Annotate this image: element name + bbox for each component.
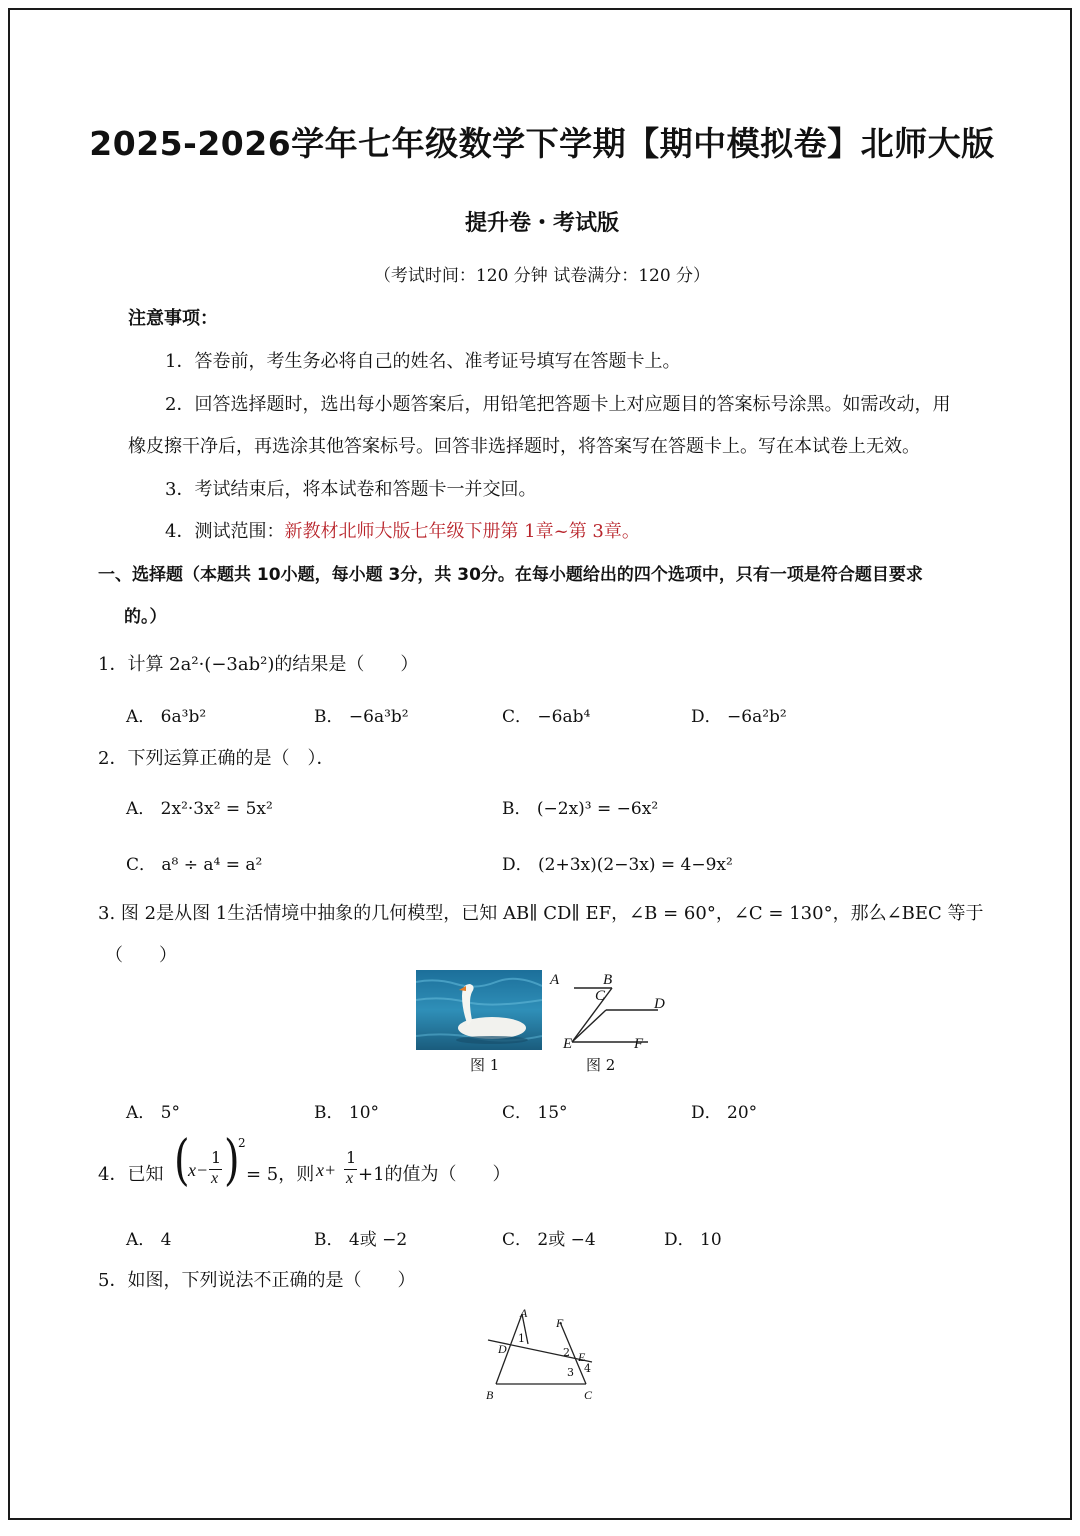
q3-option-b[interactable]: B． 10° xyxy=(314,1103,380,1123)
q5-point-a: A xyxy=(520,1306,528,1320)
q4-right-paren: ) xyxy=(224,1129,240,1193)
section-heading: 一、选择题（本题共 10小题，每小题 3分，共 30分。在每小题给出的四个选项中，只有一项是符合题目要求 xyxy=(98,565,923,585)
q4-expr-tail: +1的值为（ ） xyxy=(358,1164,511,1185)
q4-prefix: 4．已知 xyxy=(98,1164,164,1185)
page-subtitle: 提升卷・考试版 xyxy=(464,211,619,236)
q5-point-f: F xyxy=(556,1316,564,1330)
q5-angle-4: 4 xyxy=(584,1362,591,1375)
q4-frac-num-1: 1 xyxy=(211,1148,222,1167)
q5-point-d: D xyxy=(498,1342,507,1356)
question-2-stem: 2．下列运算正确的是（ ）． xyxy=(98,748,335,769)
q3-option-c[interactable]: C． 15° xyxy=(502,1103,568,1123)
question-3-stem-cont: （ ） xyxy=(105,945,177,966)
figure-2-label: 图 2 xyxy=(586,1056,616,1074)
q1-option-c[interactable]: C． −6ab⁴ xyxy=(502,707,591,727)
q4-expr-2: x+ xyxy=(316,1160,337,1180)
q1-option-b[interactable]: B． −6a³b² xyxy=(314,707,409,727)
scope-label: 4．测试范围： xyxy=(165,521,285,542)
point-b-label: B xyxy=(603,972,613,988)
q4-frac-den-1: x xyxy=(211,1170,219,1187)
q4-frac-den-2: x xyxy=(346,1170,354,1187)
q2-option-b[interactable]: B． (−2x)³ = −6x² xyxy=(502,799,659,819)
figure-1-label: 图 1 xyxy=(470,1056,500,1074)
page-title: 2025-2026学年七年级数学下学期【期中模拟卷】北师大版 xyxy=(89,124,995,163)
q5-point-e: E xyxy=(578,1350,586,1364)
note-item-4 xyxy=(165,517,640,543)
q4-equation: = 5，则 xyxy=(246,1164,315,1185)
q1-option-a[interactable]: A． 6a³b² xyxy=(126,707,207,727)
point-e-label: E xyxy=(563,1036,573,1052)
question-1-stem: 1．计算 2a²·(−3ab²)的结果是（ ） xyxy=(98,654,419,675)
q2-option-a[interactable]: A． 2x²·3x² = 5x² xyxy=(126,799,273,819)
q4-expr-1: x− xyxy=(188,1160,209,1180)
scope-value: 新教材北师大版七年级下册第 1章~第 3章。 xyxy=(284,521,640,542)
q3-option-a[interactable]: A． 5° xyxy=(126,1103,180,1123)
q4-frac-num-2: 1 xyxy=(346,1148,357,1167)
q5-angle-1: 1 xyxy=(518,1332,525,1345)
q5-angle-2: 2 xyxy=(563,1346,570,1359)
exam-meta: （考试时间：120 分钟 试卷满分：120 分） xyxy=(373,266,711,286)
swan-photo xyxy=(416,970,542,1050)
point-c-label: C xyxy=(595,988,606,1004)
q1-option-d[interactable]: D． −6a²b² xyxy=(691,707,787,727)
q5-angle-3: 3 xyxy=(567,1366,574,1379)
q4-option-a[interactable]: A． 4 xyxy=(126,1230,172,1250)
q4-left-paren: ( xyxy=(174,1129,190,1193)
q5-point-b: B xyxy=(486,1388,494,1402)
question-3-stem: 3. 图 2是从图 1生活情境中抽象的几何模型，已知 AB∥ CD∥ EF，∠B = 60°，∠C = 130°，那么∠BEC 等于 xyxy=(98,903,984,924)
note-item-1: 1．答卷前，考生务必将自己的姓名、准考证号填写在答题卡上。 xyxy=(165,351,681,372)
point-d-label: D xyxy=(654,996,665,1012)
notes-heading: 注意事项： xyxy=(128,308,218,329)
question-5-stem: 5．如图，下列说法不正确的是（ ） xyxy=(98,1270,416,1291)
q4-option-c[interactable]: C． 2或 −4 xyxy=(502,1230,596,1250)
note-item-2: 2．回答选择题时，选出每小题答案后，用铅笔把答题卡上对应题目的答案标号涂黑。如需改动，用 xyxy=(165,394,951,415)
q5-point-c: C xyxy=(584,1388,593,1402)
point-a-label: A xyxy=(550,972,560,988)
q4-power: 2 xyxy=(238,1136,246,1150)
q4-option-b[interactable]: B． 4或 −2 xyxy=(314,1230,408,1250)
exam-page xyxy=(8,8,1072,1520)
q4-option-d[interactable]: D． 10 xyxy=(664,1230,722,1250)
q3-option-d[interactable]: D． 20° xyxy=(691,1103,758,1123)
q2-option-d[interactable]: D． (2+3x)(2−3x) = 4−9x² xyxy=(502,855,733,875)
note-item-2-cont: 橡皮擦干净后，再选涂其他答案标号。回答非选择题时，将答案写在答题卡上。写在本试卷上无效。 xyxy=(128,436,920,457)
note-item-3: 3．考试结束后，将本试卷和答题卡一并交回。 xyxy=(165,479,537,500)
section-heading-cont: 的。） xyxy=(124,607,167,627)
point-f-label: F xyxy=(634,1036,644,1052)
q2-option-c[interactable]: C． a⁸ ÷ a⁴ = a² xyxy=(126,855,263,875)
